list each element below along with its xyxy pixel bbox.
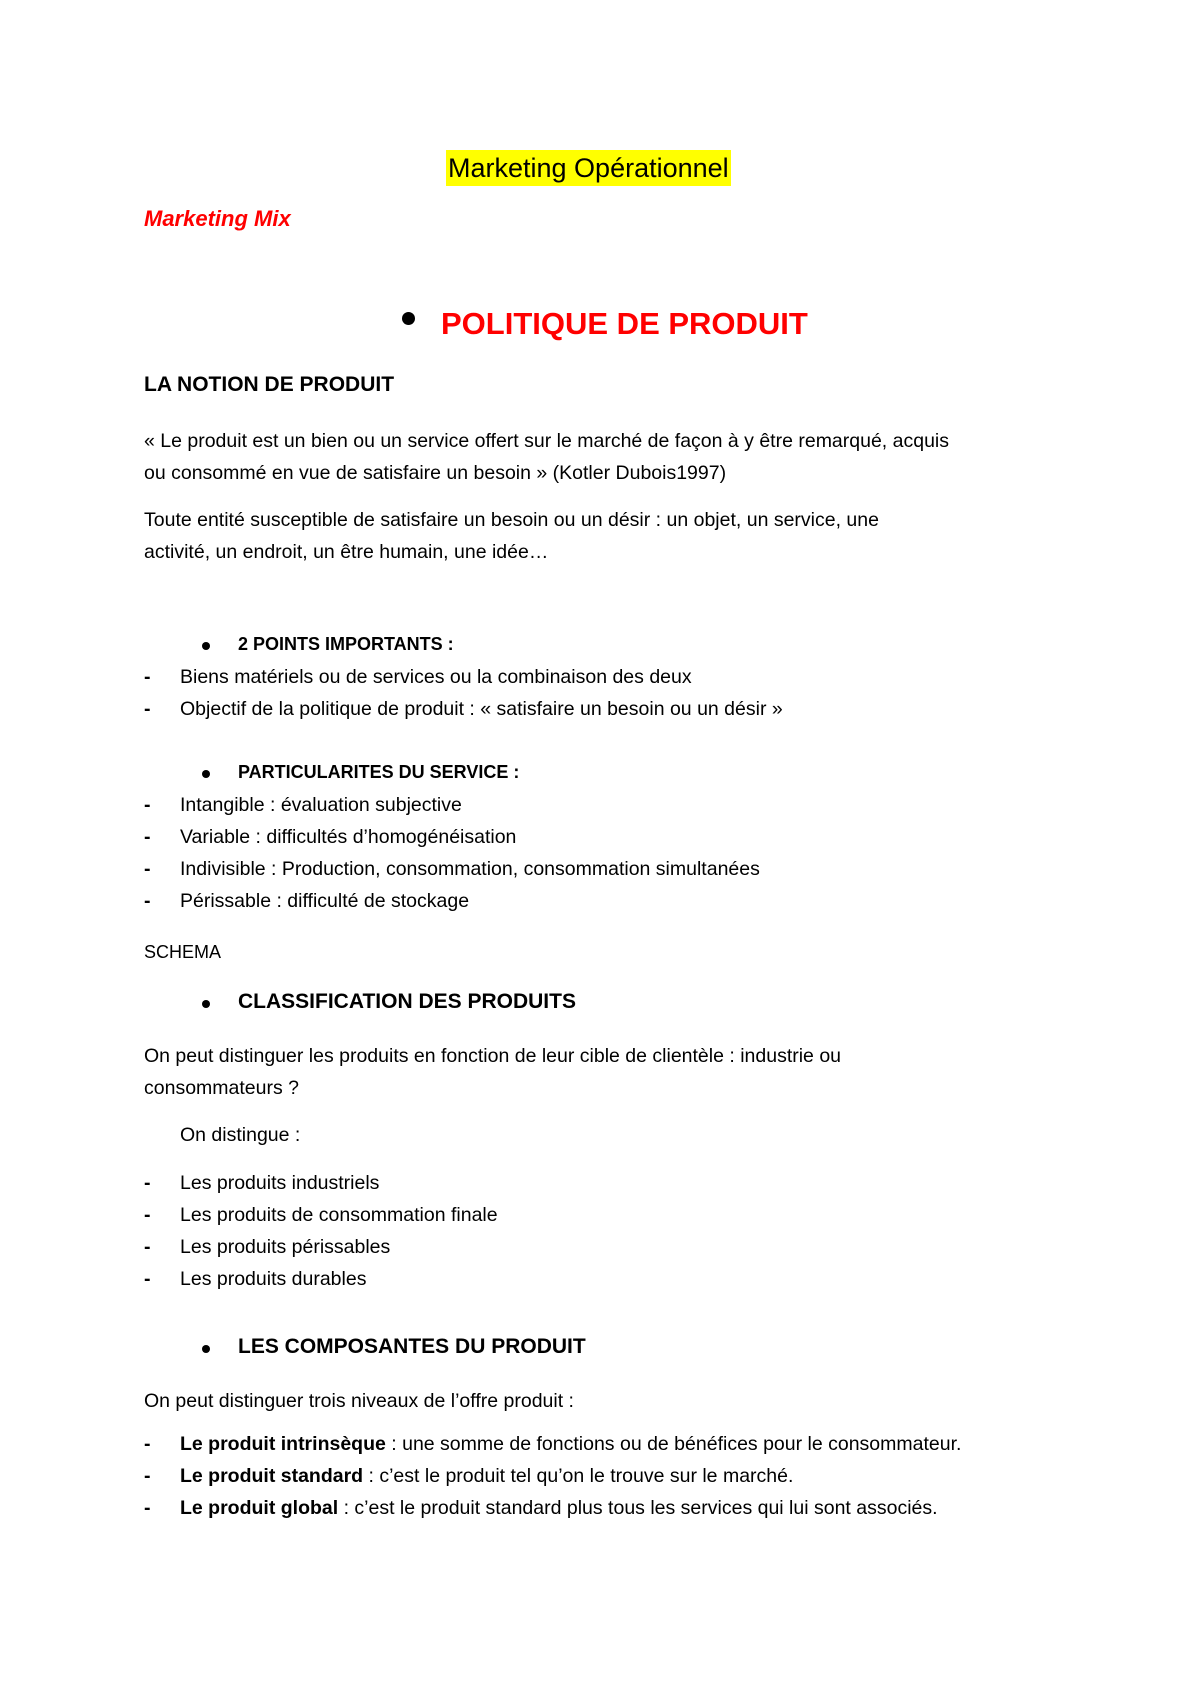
dash-marker: - [144, 1172, 151, 1194]
dash-marker: - [144, 1465, 151, 1487]
dash-marker: - [144, 1236, 151, 1258]
dash-marker: - [144, 666, 151, 688]
term: Le produit standard [180, 1465, 364, 1487]
definition-line-2: activité, un endroit, un être humain, une idée… [144, 541, 549, 563]
classification-line-1: On peut distinguer les produits en fonction de leur cible de clientèle : industrie ou [144, 1045, 842, 1067]
composantes-intro: On peut distinguer trois niveaux de l’offre produit : [144, 1390, 574, 1412]
list-item: Objectif de la politique de produit : « satisfaire un besoin ou un désir » [180, 698, 783, 720]
heading-points: 2 POINTS IMPORTANTS : [238, 634, 454, 654]
subtitle: Marketing Mix [144, 206, 291, 231]
quote-line-2: ou consommé en vue de satisfaire un besoin » (Kotler Dubois1997) [144, 462, 727, 484]
classification-intro: On distingue : [180, 1124, 301, 1146]
list-item: Biens matériels ou de services ou la combinaison des deux [180, 666, 692, 688]
dash-marker: - [144, 1497, 151, 1519]
list-item [180, 1497, 938, 1520]
list-item: Variable : difficultés d’homogénéisation [180, 826, 517, 848]
definition-line-1: Toute entité susceptible de satisfaire un besoin ou un désir : un objet, un service, une [144, 509, 879, 531]
bullet-icon [402, 312, 415, 325]
term-description: : c’est le produit standard plus tous les services qui lui sont associés. [338, 1497, 938, 1519]
list-item: Périssable : difficulté de stockage [180, 890, 470, 912]
heading-service: PARTICULARITES DU SERVICE : [238, 762, 520, 782]
dash-marker: - [144, 698, 151, 720]
list-item: Les produits périssables [180, 1236, 391, 1258]
list-item [180, 1433, 961, 1456]
dash-marker: - [144, 1268, 151, 1290]
list-item: Les produits industriels [180, 1172, 380, 1194]
classification-line-2: consommateurs ? [144, 1077, 299, 1099]
list-item [180, 1465, 793, 1488]
list-item: Les produits de consommation finale [180, 1204, 498, 1226]
dash-marker: - [144, 1433, 151, 1455]
dash-marker: - [144, 858, 151, 880]
quote-line-1: « Le produit est un bien ou un service offert sur le marché de façon à y être remarqué, acquis [144, 430, 950, 452]
dash-marker: - [144, 890, 151, 912]
dash-marker: - [144, 1204, 151, 1226]
term-description: : une somme de fonctions ou de bénéfices pour le consommateur. [385, 1433, 962, 1455]
dash-marker: - [144, 794, 151, 816]
schema-label: SCHEMA [144, 942, 222, 962]
term: Le produit global [180, 1497, 339, 1519]
heading-notion: LA NOTION DE PRODUIT [144, 373, 395, 396]
bullet-icon [202, 642, 210, 650]
list-item: Intangible : évaluation subjective [180, 794, 462, 816]
document-title: Marketing Opérationnel [446, 150, 731, 186]
bullet-icon [202, 1000, 210, 1008]
bullet-icon [202, 770, 210, 778]
term-description: : c’est le produit tel qu’on le trouve sur le marché. [363, 1465, 794, 1487]
section-heading-politique: POLITIQUE DE PRODUIT [441, 306, 808, 341]
list-item: Les produits durables [180, 1268, 367, 1290]
bullet-icon [202, 1345, 210, 1353]
dash-marker: - [144, 826, 151, 848]
term: Le produit intrinsèque [180, 1433, 386, 1455]
heading-classification: CLASSIFICATION DES PRODUITS [238, 990, 576, 1013]
heading-composantes: LES COMPOSANTES DU PRODUIT [238, 1335, 586, 1358]
list-item: Indivisible : Production, consommation, consommation simultanées [180, 858, 760, 880]
